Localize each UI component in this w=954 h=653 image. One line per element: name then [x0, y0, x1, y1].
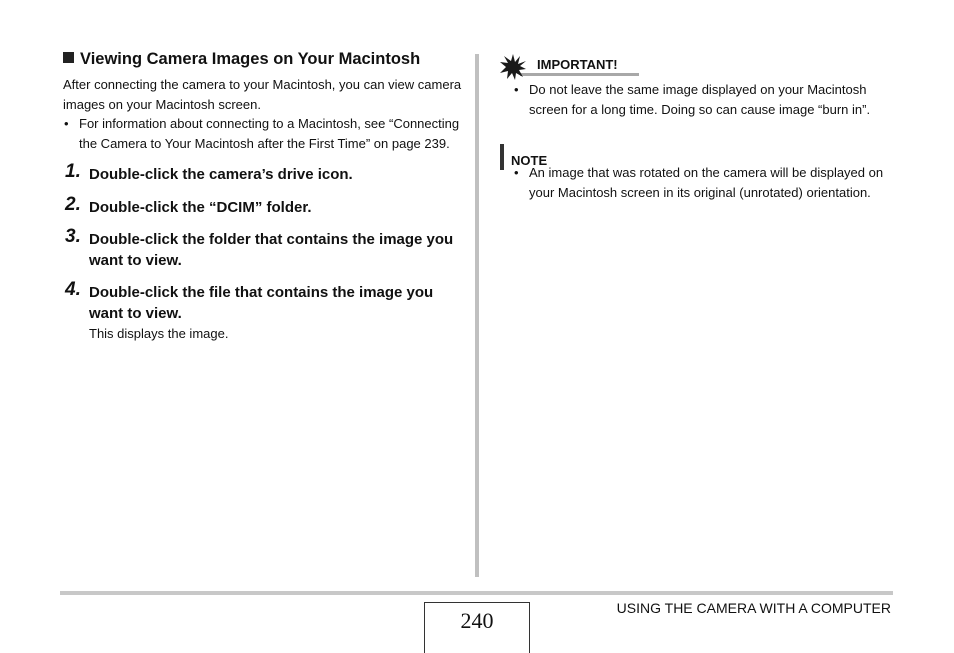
step-3	[63, 226, 463, 271]
square-bullet-icon	[63, 52, 74, 63]
important-bullet: • Do not leave the same image displayed on your Macintosh screen for a long time. Doing so can cause image “burn in”.	[500, 80, 900, 120]
reference-bullet: • For information about connecting to a Macintosh, see “Connecting the Camera to Your Macintosh after the First Time” on page 239.	[63, 114, 463, 153]
left-column	[63, 49, 463, 355]
intro-paragraph: After connecting the camera to your Macintosh, you can view camera images on your Macintosh screen.	[63, 77, 462, 112]
step-number: 3.	[65, 226, 81, 247]
footer-rule	[60, 591, 893, 595]
step-text: Double-click the “DCIM” folder.	[89, 198, 312, 216]
step-number: 1.	[65, 161, 81, 182]
note-bullet: • An image that was rotated on the camera will be displayed on your Macintosh screen in its original (unrotated) orientation.	[500, 163, 900, 203]
important-underline	[520, 73, 639, 76]
step-text: Double-click the file that contains the image you want to view.	[89, 284, 434, 322]
important-header	[500, 54, 900, 78]
step-1	[63, 161, 463, 186]
section-title	[63, 49, 463, 69]
step-text: Double-click the camera’s drive icon.	[89, 166, 353, 183]
burst-icon	[500, 54, 526, 80]
step-4	[63, 279, 463, 343]
column-divider	[475, 54, 479, 577]
step-number: 2.	[65, 193, 81, 215]
steps-list	[63, 161, 463, 343]
step-note: This displays the image.	[89, 326, 229, 341]
step-number: 4.	[65, 279, 81, 300]
page-number: 240	[460, 608, 494, 633]
note-title: NOTE	[511, 153, 548, 168]
right-column	[500, 54, 900, 203]
footer-section-title: USING THE CAMERA WITH A COMPUTER	[616, 600, 891, 616]
step-text: Double-click the folder that contains the image you want to view.	[89, 231, 454, 269]
section-title-text: Viewing Camera Images on Your Macintosh	[80, 50, 421, 68]
page-number-box	[424, 602, 530, 653]
important-title: IMPORTANT!	[537, 57, 618, 72]
step-2	[63, 193, 463, 219]
